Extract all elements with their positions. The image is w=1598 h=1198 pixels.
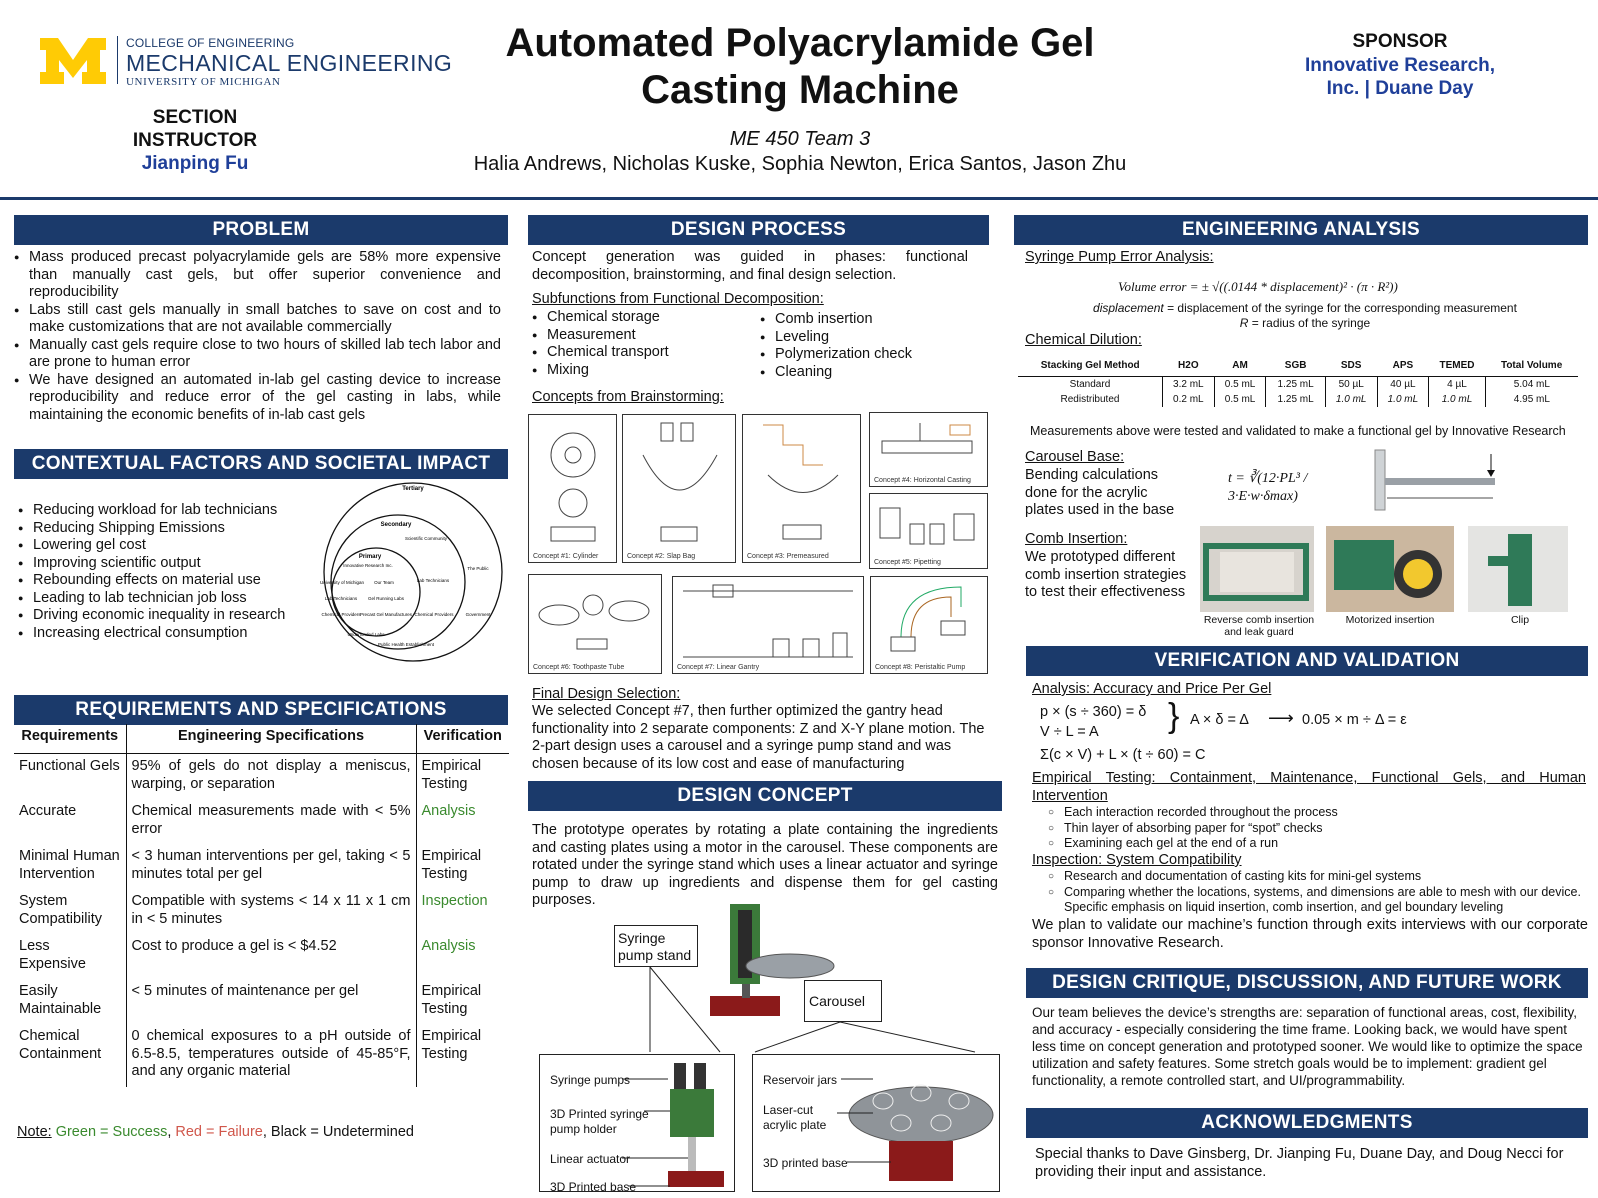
sponsor-block (1260, 30, 1540, 100)
cantilever-diagram (1373, 446, 1503, 514)
design-process-heading: DESIGN PROCESS (528, 215, 989, 245)
equation-1: p × (s ÷ 360) = δ (1040, 704, 1147, 720)
inspection-list (1032, 869, 1586, 916)
public-label: The Public (467, 566, 489, 571)
gel-running-label: Gel Running Labs (367, 596, 405, 601)
table-cell: 50 µL (1325, 377, 1377, 393)
table-cell: 4 µL (1429, 377, 1485, 393)
list-item: ● Driving economic inequality in research (18, 607, 318, 625)
concept-sketch-8 (870, 576, 988, 674)
concept-caption: Concept #7: Linear Gantry (677, 664, 760, 671)
carousel-base-text: Bending calculations done for the acrylic plates used in the base (1025, 467, 1175, 518)
context-list (18, 502, 318, 642)
spec-cell: Chemical measurements made with < 5% error (126, 799, 416, 844)
critique-heading: DESIGN CRITIQUE, DISCUSSION, AND FUTURE WORK (1026, 968, 1588, 998)
section-instructor (100, 106, 290, 176)
list-item: ● Increasing electrical consumption (18, 625, 318, 643)
requirements-table (14, 724, 509, 1087)
equation-2: V ÷ L = A (1040, 724, 1099, 740)
title-line-2: Casting Machine (641, 68, 959, 112)
stakeholder-map (318, 480, 508, 665)
column-header: Engineering Specifications (126, 724, 416, 754)
table-cell: 1.0 mL (1377, 392, 1429, 407)
column-header: APS (1377, 358, 1429, 377)
table-cell: 0.5 mL (1214, 377, 1266, 393)
list-item: ● Comb insertion (760, 311, 980, 329)
lab-tech-outer-label: Lab Technicians (324, 596, 358, 601)
syringe-error-title: Syringe Pump Error Analysis: (1025, 249, 1214, 265)
carousel-base-title: Carousel Base: (1025, 449, 1125, 465)
empirical-list (1032, 805, 1586, 852)
list-item: ● Reducing workload for lab technicians (18, 502, 318, 520)
table-cell: 1.0 mL (1325, 392, 1377, 407)
detail-label: 3D Printed base (550, 1180, 637, 1194)
sponsor-name-1: Innovative Research, (1304, 55, 1496, 76)
verification-cell: Empirical Testing (421, 1028, 482, 1062)
requirement-cell: Chemical Containment (19, 1028, 102, 1062)
verification-cell: Empirical Testing (421, 983, 482, 1017)
tertiary-label: Tertiary (402, 486, 424, 492)
list-item: ○ Thin layer of absorbing paper for “spot” checks (1032, 821, 1586, 837)
table-cell: 1.25 mL (1266, 392, 1325, 407)
table-cell: 0.5 mL (1214, 392, 1266, 407)
verification-heading: VERIFICATION AND VALIDATION (1026, 646, 1588, 676)
detail-label: 3D printed base (763, 1156, 848, 1170)
concept-caption: Concept #3: Premeasured (747, 553, 829, 560)
comb-insertion-text: We prototyped different comb insertion strategies to test their effectiveness (1025, 549, 1187, 600)
team-members: Halia Andrews, Nicholas Kuske, Sophia Newton, Erica Santos, Jason Zhu (473, 153, 1127, 175)
concept-sketch-6 (528, 574, 662, 674)
chem-providers-inner-label: Chemical Providers (321, 612, 361, 617)
column-header: Requirements (14, 724, 126, 754)
list-item: ● Reducing Shipping Emissions (18, 520, 318, 538)
spec-cell: Compatible with systems < 14 x 11 x 1 cm in < 5 minutes (126, 889, 416, 934)
concept-sketch-3 (742, 414, 861, 563)
comb-prototype-icon (1200, 526, 1314, 612)
list-item: ● Mixing (532, 362, 752, 380)
cylinder-sketch-icon (529, 415, 618, 564)
column-header: Verification (416, 724, 509, 754)
public-health-label: Public Health Establishment (377, 642, 435, 647)
carousel-detail (752, 1054, 1000, 1192)
spec-cell: Cost to produce a gel is < $4.52 (126, 934, 416, 979)
department-wordmark (126, 36, 452, 88)
critique-text: Our team believes the device’s strengths are: separation of functional areas, cost, flexibility, and accuracy - especially considering the time frame. Looking back, we would have spent less time on concept generation and prototyped sooner. We would like to optimize the space utilization and safety features. Some stretch goals would be to implement: gradient gel functionality, a remote controlled start, and UI/programmability. (1032, 1005, 1583, 1088)
detail-label: Linear actuator (550, 1152, 631, 1166)
legend-success: Green = Success (55, 1124, 168, 1140)
list-item: ● Cleaning (760, 364, 980, 382)
concept-caption: Concept #2: Slap Bag (627, 553, 696, 560)
sponsor-name-2: Inc. | Duane Day (1326, 78, 1474, 99)
dilution-note: Measurements above were tested and validated to make a functional gel by Innovative Research (1030, 424, 1566, 438)
photo-motorized-insertion (1326, 526, 1454, 612)
final-selection-text: We selected Concept #7, then further optimized the gantry head functionality into 2 separate components: Z and X-Y plane motion. The 2-part design uses a carousel and a syringe pump stand and was chosen because of its low cost and ease of manufacturing (532, 703, 985, 772)
inspection-title: Inspection: System Compatibility (1032, 852, 1242, 868)
spec-cell: < 5 minutes of maintenance per gel (126, 979, 416, 1024)
list-item: ● Rebounding effects on material use (18, 572, 318, 590)
concept-sketch-4 (869, 412, 988, 487)
list-item: ● Improving scientific output (18, 555, 318, 573)
concept-sketch-1 (528, 414, 617, 563)
radius-def: = radius of the syringe (1248, 316, 1371, 330)
volume-error-formula: Volume error = ± √((.0144 * displacement)² · (π · R²)) (1118, 279, 1398, 294)
government-label: Government (465, 612, 491, 617)
poster-header (0, 0, 1598, 200)
concept-sketch-7 (672, 576, 864, 674)
table-cell: 40 µL (1377, 377, 1429, 393)
innovative-label: Innovative Research Inc. (343, 563, 393, 568)
table-cell: 0.2 mL (1162, 392, 1214, 407)
requirement-cell: Functional Gels (19, 758, 120, 774)
final-selection-title: Final Design Selection: (532, 686, 681, 702)
photo-reverse-comb (1200, 526, 1314, 612)
lab-tech-inner-label: Lab Technicians (416, 578, 450, 583)
comb-insertion-title: Comb Insertion: (1025, 531, 1128, 547)
spec-cell: < 3 human interventions per gel, taking < 5 minutes total per gel (126, 844, 416, 889)
callout-syringe-pump-stand: Syringe pump stand (614, 925, 698, 967)
problem-heading: PROBLEM (14, 215, 508, 245)
table-cell: 4.95 mL (1485, 392, 1578, 407)
list-item: ● Chemical storage (532, 309, 752, 327)
subfunctions-left (532, 309, 752, 379)
umich-label: University of Michigan (319, 580, 365, 585)
table-row (14, 1024, 509, 1087)
table-row (14, 799, 509, 844)
list-item: ● Lowering gel cost (18, 537, 318, 555)
concept-sketch-5 (869, 493, 988, 569)
concepts-title: Concepts from Brainstorming: (532, 389, 724, 405)
equation-3: A × δ = Δ (1190, 712, 1249, 728)
dilution-title: Chemical Dilution: (1025, 332, 1142, 348)
linear-gantry-sketch-icon (673, 577, 865, 675)
list-item: ● Chemical transport (532, 344, 752, 362)
toothpaste-tube-sketch-icon (529, 575, 663, 675)
column-header: Stacking Gel Method (1018, 358, 1162, 377)
formula-definitions (1020, 301, 1590, 331)
list-item: ● Manually cast gels require close to two hours of skilled lab tech labor and are prone to human error (14, 337, 501, 372)
concept-caption: Concept #4: Horizontal Casting (874, 477, 971, 484)
list-item: ● We have designed an automated in-lab gel casting device to increase reproducibility and reduce error of the gel casting in labs, while maintaining the economic benefits of in-lab cast gels (14, 372, 501, 425)
poster-title (470, 20, 1130, 114)
radius-var: R (1239, 316, 1249, 330)
department-name: MECHANICAL ENGINEERING (126, 50, 453, 76)
list-item: ● Mass produced precast polyacrylamide gels are 58% more expensive than manually cast gels, but offer superior convenience and reproducibility (14, 249, 501, 302)
legend-undetermined: Black = Undetermined (270, 1124, 414, 1140)
sponsor-label: SPONSOR (1352, 31, 1448, 52)
spec-cell: 0 chemical exposures to a pH outside of 6.5-8.5, temperatures outside of 45-85°F, and any organic material (126, 1024, 416, 1087)
clip-icon (1468, 526, 1568, 612)
bending-formula: t = ∛(12·PL³ / 3·E·w·δmax) (1228, 471, 1308, 504)
university-name: UNIVERSITY OF MICHIGAN (126, 76, 281, 88)
table-cell: 1.0 mL (1429, 392, 1485, 407)
instructor-label-1: SECTION (152, 107, 238, 128)
column-header: AM (1214, 358, 1266, 377)
scientific-community-label: Scientific Community (404, 536, 448, 541)
column-header: SGB (1266, 358, 1325, 377)
concept-caption: Concept #6: Toothpaste Tube (533, 664, 625, 671)
verification-cell: Empirical Testing (421, 758, 482, 792)
column-header: TEMED (1429, 358, 1485, 377)
callout-carousel: Carousel (804, 980, 882, 1022)
table-cell: Redistributed (1060, 394, 1120, 405)
displacement-def: = displacement of the syringe for the corresponding measurement (1163, 301, 1517, 315)
column-header: Total Volume (1485, 358, 1578, 377)
problem-list (14, 249, 501, 424)
verification-cell: Analysis (421, 803, 476, 819)
instructor-name: Jianping Fu (141, 153, 249, 174)
subfunctions-right (760, 311, 980, 381)
secondary-label: Secondary (380, 522, 412, 528)
table-row (14, 889, 509, 934)
column-header: SDS (1325, 358, 1377, 377)
peristaltic-pump-sketch-icon (871, 577, 989, 675)
chemical-dilution-table (1018, 358, 1578, 407)
list-item: ○ Each interaction recorded throughout the process (1032, 805, 1586, 821)
concept-sketch-2 (622, 414, 736, 563)
requirement-cell: Minimal Human Intervention (19, 848, 120, 882)
note-label: Note: (17, 1124, 52, 1140)
subfunctions-title: Subfunctions from Functional Decomposition: (532, 291, 824, 307)
table-row (14, 754, 509, 800)
list-item: ○ Comparing whether the locations, systems, and dimensions are able to mesh with our device. Specific emphasis on liquid insertion, comb insertion, and gel boundary leveling (1032, 885, 1586, 916)
team-name: ME 450 Team 3 (729, 128, 871, 150)
title-line-1: Automated Polyacrylamide Gel (505, 21, 1095, 65)
equation-4: 0.05 × m ÷ Δ = ε (1302, 712, 1407, 728)
analysis-heading: ENGINEERING ANALYSIS (1014, 215, 1588, 245)
legend-failure: Red = Failure (175, 1124, 263, 1140)
acknowledgments-text: Special thanks to Dave Ginsberg, Dr. Jianping Fu, Duane Day, and Doug Necci for providing their input and assistance. (1035, 1146, 1564, 1180)
detail-leader-lines (753, 1055, 1001, 1193)
table-cell: Standard (1069, 379, 1111, 390)
list-item: ○ Research and documentation of casting kits for mini-gel systems (1032, 869, 1586, 885)
block-m-logo (38, 36, 108, 86)
column-header: H2O (1162, 358, 1214, 377)
requirement-cell: Less Expensive (19, 938, 86, 972)
concept-caption: Concept #1: Cylinder (533, 553, 599, 560)
photo-caption: Clip (1510, 614, 1530, 626)
underfunded-label: Underfunded Labs (347, 632, 385, 637)
design-concept-text: The prototype operates by rotating a plate containing the ingredients and casting plates using a motor in the carousel. These components are rotated under the syringe stand which uses a linear actuator and syringe pump to draw up ingredients and dispense them for gel casting purposes. (532, 822, 998, 908)
table-row (14, 979, 509, 1024)
syringe-stand-detail (539, 1054, 735, 1192)
table-cell: 1.25 mL (1266, 377, 1325, 393)
list-item: ● Polymerization check (760, 346, 980, 364)
status-legend: Note: Green = Success, Red = Failure, Black = Undetermined (17, 1124, 414, 1140)
accuracy-analysis-title: Analysis: Accuracy and Price Per Gel (1032, 681, 1272, 697)
primary-label: Primary (358, 554, 382, 560)
photo-caption: Motorized insertion (1345, 614, 1435, 626)
displacement-var: displacement (1093, 301, 1164, 315)
detail-label: Reservoir jars (763, 1073, 838, 1087)
our-team-label: Our Team (374, 580, 394, 585)
spec-cell: 95% of gels do not display a meniscus, warping, or separation (126, 754, 416, 800)
photo-caption: Reverse comb insertion and leak guard (1203, 614, 1315, 638)
requirement-cell: System Compatibility (19, 893, 102, 927)
acknowledgments-heading: ACKNOWLEDGMENTS (1026, 1108, 1588, 1138)
table-row (14, 934, 509, 979)
equation-5: Σ(c × V) + L × (t ÷ 60) = C (1040, 747, 1206, 763)
design-concept-heading: DESIGN CONCEPT (528, 781, 1002, 811)
detail-label: 3D Printed syringe pump holder (550, 1107, 649, 1136)
concept-caption: Concept #8: Peristaltic Pump (875, 664, 966, 671)
table-row (1018, 377, 1578, 393)
header-rule (0, 197, 1598, 200)
concept-caption: Concept #5: Pipetting (874, 559, 941, 566)
verification-cell: Empirical Testing (421, 848, 482, 882)
brace-symbol: } (1168, 697, 1180, 735)
list-item: ● Labs still cast gels manually in small batches to save on cost and to make customizations that are not available commercially (14, 302, 501, 337)
list-item: ○ Examining each gel at the end of a run (1032, 836, 1586, 852)
design-process-intro: Concept generation was guided in phases: functional decomposition, brainstorming, and final design selection. (532, 249, 968, 283)
callout-lines (530, 960, 1000, 1056)
photo-clip (1468, 526, 1568, 612)
verification-cell: Analysis (421, 938, 476, 954)
list-item: ● Leveling (760, 329, 980, 347)
motor-wheel-icon (1326, 526, 1454, 612)
requirements-heading: REQUIREMENTS AND SPECIFICATIONS (14, 695, 508, 725)
list-item: ● Leading to lab technician job loss (18, 590, 318, 608)
slap-bag-sketch-icon (623, 415, 737, 564)
validation-text: We plan to validate our machine’s function through exits interviews with our corporate sponsor Innovative Research. (1032, 917, 1588, 951)
detail-leader-lines (540, 1055, 736, 1193)
table-cell: 5.04 mL (1485, 377, 1578, 393)
arrow-right-icon: ⟶ (1268, 708, 1294, 728)
premeasured-sketch-icon (743, 415, 862, 564)
list-item: ● Measurement (532, 327, 752, 345)
requirement-cell: Easily Maintainable (19, 983, 102, 1017)
college-name: COLLEGE OF ENGINEERING (126, 36, 295, 50)
instructor-label-2: INSTRUCTOR (132, 130, 258, 151)
requirement-cell: Accurate (19, 803, 77, 819)
detail-label: Syringe pumps (550, 1073, 631, 1087)
table-row (14, 844, 509, 889)
logo-divider (117, 36, 118, 84)
empirical-testing-title: Empirical Testing: Containment, Maintenance, Functional Gels, and Human Intervention (1032, 770, 1586, 804)
table-row (1018, 392, 1578, 407)
table-cell: 3.2 mL (1162, 377, 1214, 393)
precast-label: Precast Gel Manufactures (359, 612, 413, 617)
detail-label: Laser-cut acrylic plate (763, 1103, 827, 1132)
verification-cell: Inspection (421, 893, 488, 909)
context-heading: CONTEXTUAL FACTORS AND SOCIETAL IMPACT (14, 449, 508, 479)
chem-providers-outer-label: Chemical Providers (414, 612, 454, 617)
